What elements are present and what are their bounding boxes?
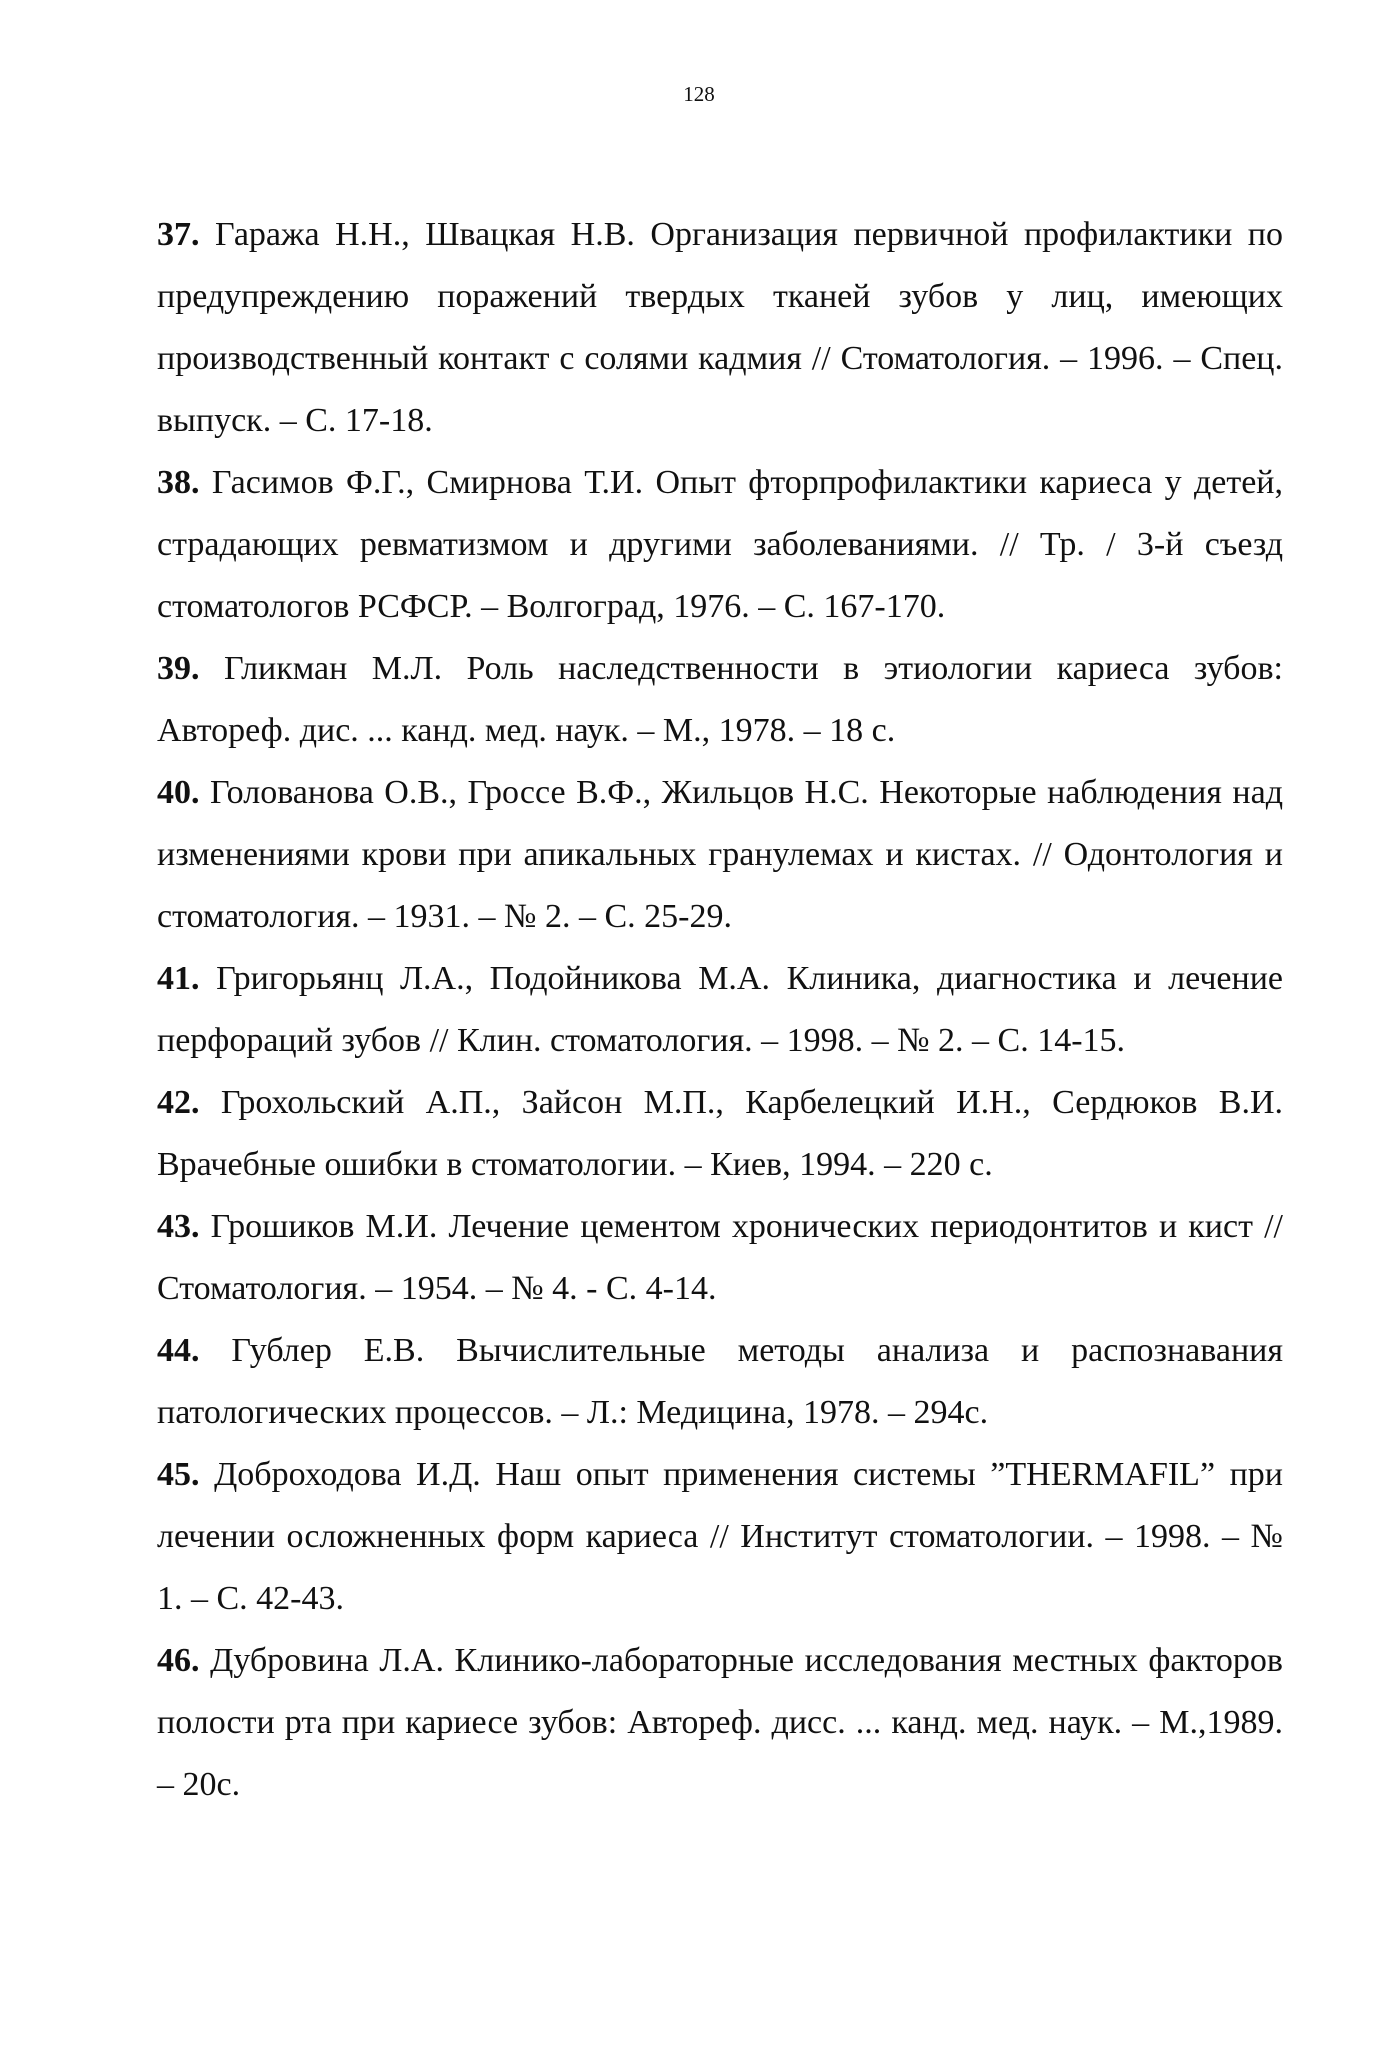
reference-item: [155, 452, 1283, 638]
reference-number: 43.: [157, 1208, 200, 1245]
reference-number: 38.: [157, 464, 200, 501]
reference-number: 45.: [157, 1456, 200, 1493]
reference-text: Гликман М.Л. Роль наследственности в этиологии кариеса зубов: Автореф. дис. ... канд. мед. наук. – М., 1978. – 18 с.: [157, 650, 1283, 749]
reference-text: Доброходова И.Д. Наш опыт применения системы ”THERMAFIL” при лечении осложненных форм кариеса // Институт стоматологии. – 1998. – № 1. – С. 42-43.: [157, 1456, 1284, 1617]
reference-number: 41.: [157, 960, 200, 997]
reference-item: [155, 762, 1283, 948]
reference-item: [155, 948, 1283, 1072]
reference-text: Грошиков М.И. Лечение цементом хронических периодонтитов и кист // Стоматология. – 1954. – № 4. - С. 4-14.: [157, 1208, 1283, 1307]
reference-number: 37.: [157, 216, 200, 253]
reference-item: [155, 1196, 1283, 1320]
reference-number: 39.: [157, 650, 200, 687]
reference-text: Григорьянц Л.А., Подойникова М.А. Клиника, диагностика и лечение перфораций зубов // Клин. стоматология. – 1998. – № 2. – С. 14-15.: [157, 960, 1284, 1059]
reference-text: Голованова О.В., Гроссе В.Ф., Жильцов Н.С. Некоторые наблюдения над изменениями крови при апикальных гранулемах и кистах. // Одонтология и стоматология. – 1931. – № 2. – С. 25-29.: [157, 774, 1284, 935]
page-number: 128: [683, 82, 715, 106]
reference-number: 44.: [157, 1332, 200, 1369]
reference-number: 42.: [157, 1084, 200, 1121]
reference-text: Гублер Е.В. Вычислительные методы анализа и распознавания патологических процессов. – Л.: Медицина, 1978. – 294с.: [157, 1332, 1283, 1431]
reference-number: 46.: [157, 1642, 200, 1679]
reference-item: [155, 1444, 1283, 1630]
reference-item: [155, 1072, 1283, 1196]
reference-item: [155, 638, 1283, 762]
reference-item: [155, 204, 1283, 452]
reference-list: [155, 204, 1283, 1816]
reference-text: Гасимов Ф.Г., Смирнова Т.И. Опыт фторпрофилактики кариеса у детей, страдающих ревматизмом и другими заболеваниями. // Тр. / 3-й съезд стоматологов РСФСР. – Волгоград, 1976. – С. 167-170.: [157, 464, 1283, 625]
reference-item: [155, 1320, 1283, 1444]
reference-item: [155, 1630, 1283, 1816]
reference-text: Грохольский А.П., Зайсон М.П., Карбелецкий И.Н., Сердюков В.И. Врачебные ошибки в стоматологии. – Киев, 1994. – 220 с.: [157, 1084, 1283, 1183]
reference-text: Гаража Н.Н., Швацкая Н.В. Организация первичной профилактики по предупреждению поражений твердых тканей зубов у лиц, имеющих производственный контакт с солями кадмия // Стоматология. – 1996. – Спец. выпуск. – С. 17-18.: [157, 216, 1284, 439]
reference-text: Дубровина Л.А. Клинико-лабораторные исследования местных факторов полости рта при кариесе зубов: Автореф. дисс. ... канд. мед. наук. – М.,1989. – 20с.: [157, 1642, 1283, 1803]
reference-number: 40.: [157, 774, 200, 811]
